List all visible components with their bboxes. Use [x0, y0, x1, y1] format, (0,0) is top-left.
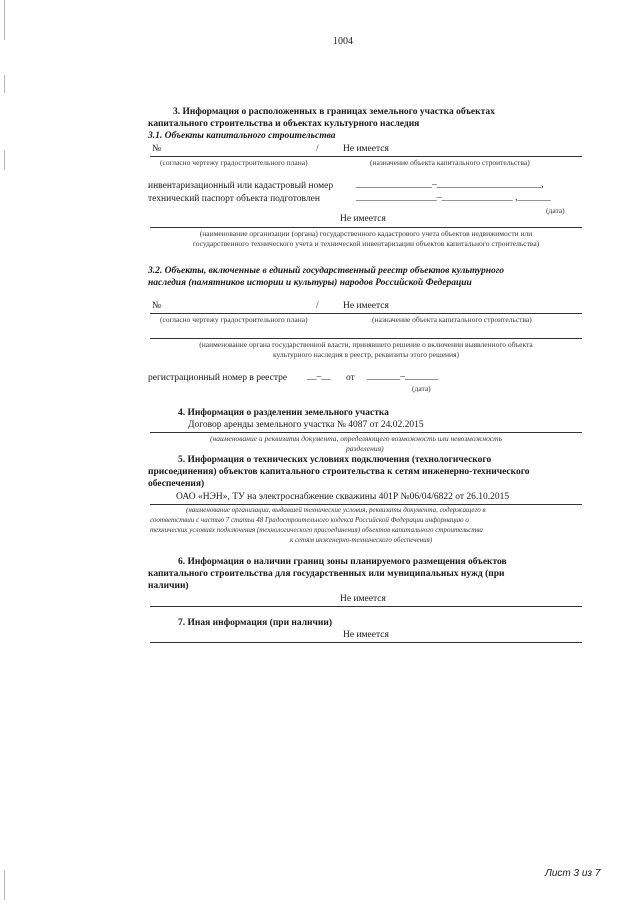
underline: [150, 642, 582, 643]
caption-org-line1: (наименование организации (органа) государственного кадастрового учета объектов недвижимости или: [199, 229, 533, 238]
underline: [150, 227, 582, 228]
section6-value: Не имеется: [340, 594, 386, 604]
number-sign: №: [152, 144, 162, 154]
section3-2-title-line1: 3.2. Объекты, включенные в единый государственный реестр объектов культурного: [148, 266, 505, 276]
caption-date: (дата): [412, 384, 431, 393]
none-value: Не имеется: [343, 144, 389, 154]
sheet-counter: Лист 3 из 7: [545, 868, 601, 879]
margin-mark: [4, 75, 5, 93]
underline: [150, 504, 582, 505]
passport-label: технический паспорт объекта подготовлен: [148, 194, 320, 204]
section4-title: 4. Информация о разделении земельного участка: [178, 408, 389, 418]
caption-tu-line1: (наименование организации, выдавшей технические условия, реквизиты документа, содержащего в: [186, 506, 486, 514]
underline: [150, 606, 582, 607]
none-value: Не имеется: [340, 214, 386, 224]
caption-body-line2: культурного наследия в реестр, реквизиты этого решения): [272, 350, 460, 359]
registry-from: от: [346, 373, 355, 383]
caption-plan: (согласно чертежу градостроительного плана): [160, 158, 308, 167]
margin-mark: [4, 0, 5, 40]
underline: [150, 156, 582, 157]
section5-title-line1: 5. Информация о технических условиях подключения (технологического: [178, 455, 492, 465]
section6-title-line2: капитального строительства для государственных или муниципальных нужд (при: [148, 569, 505, 579]
section5-title-line3: обеспечения): [148, 479, 205, 489]
section3-2-title-line2: наследия (памятников истории и культуры) народов Российской Федерации: [148, 278, 472, 288]
section3-title-line2: капитального строительства и объектах культурного наследия: [148, 119, 420, 129]
none-value: Не имеется: [343, 301, 389, 311]
section6-title-line1: 6. Информация о наличии границ зоны планируемого размещения объектов: [178, 557, 507, 567]
passport-fill: _________________–_______________ ,_______: [356, 193, 551, 203]
underline: [150, 338, 582, 339]
section5-value: ОАО «НЭН», ТУ на электроснабжение скважины 401Р №06/04/6822 от 26.10.2015: [176, 492, 510, 502]
caption-doc-line2: разделения): [346, 444, 384, 453]
section6-title-line3: наличии): [148, 581, 189, 591]
registry-number-fill: __–__: [307, 372, 331, 382]
caption-tu-line4: к сетям инженерно-технического обеспечения): [290, 536, 433, 544]
caption-doc-line1: (наименование и реквизиты документа, определяющего возможность или невозможность: [210, 434, 503, 443]
caption-tu-line2: соответствии с частью 7 статьи 48 Градостроительного кодекса Российской Федерации информацию о: [150, 516, 469, 524]
margin-mark: [4, 870, 5, 900]
section5-title-line2: присоединения) объектов капитального строительства к сетям инженерно-технического: [148, 467, 530, 477]
caption-object-name: (назначение объекта капитального строительства): [372, 315, 532, 324]
caption-object-name: (назначение объекта капитального строительства): [370, 158, 530, 167]
section3-1-title: 3.1. Объекты капитального строительства: [148, 131, 336, 141]
page-number: 1004: [333, 36, 353, 47]
underline: [150, 313, 582, 314]
registry-label: регистрационный номер в реестре: [148, 373, 288, 383]
caption-body-line1: (наименование органа государственной власти, принявшего решение о включении выявленного объекта: [199, 340, 533, 349]
underline: [150, 432, 582, 433]
slash: /: [316, 144, 319, 154]
section7-title: 7. Иная информация (при наличии): [178, 618, 333, 628]
number-sign: №: [152, 301, 162, 311]
section4-value: Договор аренды земельного участка № 4087 от 24.02.2015: [188, 420, 424, 430]
caption-plan: (согласно чертежу градостроительного плана): [160, 315, 308, 324]
caption-tu-line3: технических условиях подключения (технологического присоединения) объектов капитального строительства: [150, 526, 483, 534]
inventory-label: инвентаризационный или кадастровый номер: [148, 181, 334, 191]
margin-mark: [4, 150, 5, 170]
registry-date-fill: _______–_______: [367, 372, 439, 382]
caption-date: (дата): [546, 206, 565, 215]
slash: /: [316, 301, 319, 311]
caption-org-line2: государственного технического учета и технической инвентаризации объектов капитального строительства): [192, 239, 540, 248]
section7-value: Не имеется: [343, 630, 389, 640]
inventory-fill: ________________–______________________,: [356, 180, 544, 190]
section3-title-line1: 3. Информация о расположенных в границах земельного участка объектах: [173, 107, 495, 117]
